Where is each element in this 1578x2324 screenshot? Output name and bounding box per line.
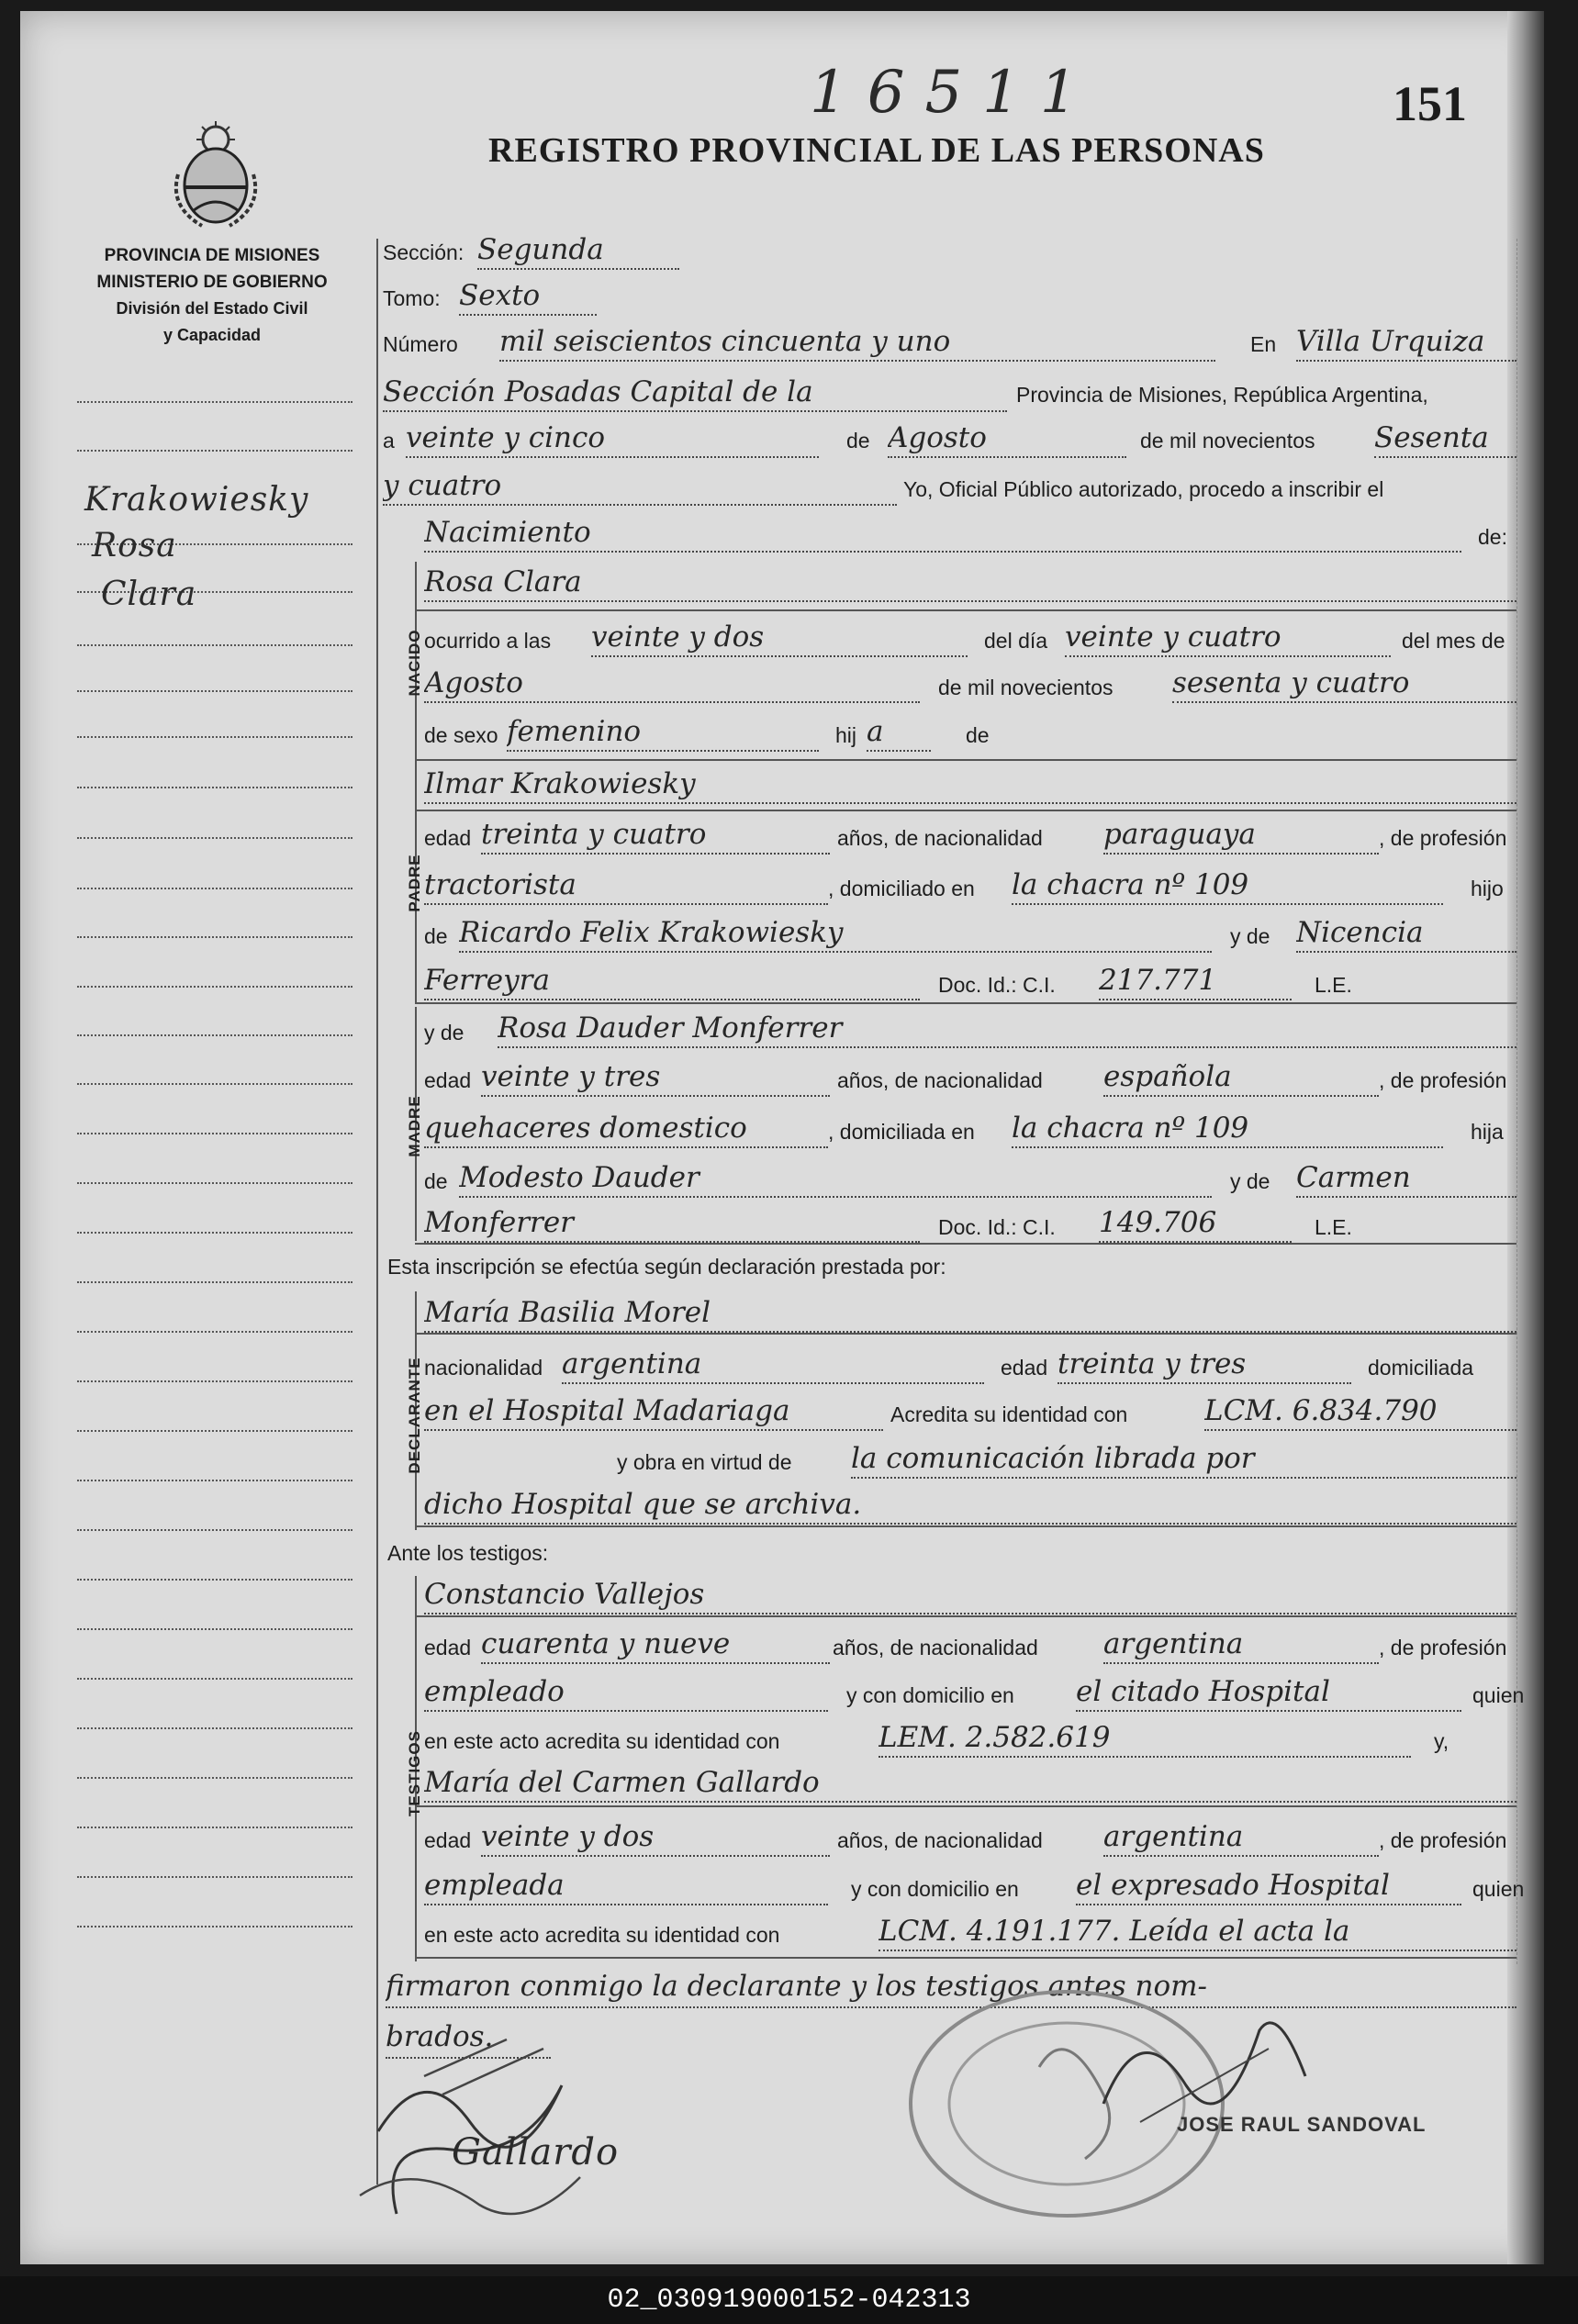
en-label: En [1250, 332, 1277, 356]
padre-y-de-label: y de [1230, 924, 1270, 948]
nacido-nombre: Rosa Clara [424, 564, 1516, 602]
testigo2-profesion: empleada [424, 1867, 828, 1905]
padre-profesion: tractorista [424, 866, 828, 905]
cierre-linea-1: firmaron conmigo la declarante y los testigos antes nom- [386, 1966, 1516, 2008]
testigo1-domicilio: el citado Hospital [1076, 1673, 1461, 1712]
padre-doc: 217.771 [1099, 962, 1292, 1000]
a-label: a [383, 429, 395, 453]
hij-value: a [867, 713, 931, 752]
office-block [57, 242, 367, 349]
oficial-nombre: JOSE RAUL SANDOVAL [1177, 2113, 1427, 2136]
testigo2-domicilio: el expresado Hospital [1076, 1867, 1461, 1905]
testigo2-prof-label: , de profesión [1379, 1828, 1507, 1852]
declarante-side-label: DECLARANTE [406, 1357, 423, 1474]
padre-domicilio: la chacra nº 109 [1012, 866, 1443, 905]
padre-prof-label: , de profesión [1379, 826, 1507, 850]
seccion-value: Segunda [477, 231, 679, 270]
testigo1-dom-label: y con domicilio en [846, 1683, 1014, 1707]
madre-edad-label: edad [424, 1068, 472, 1092]
testigo2-quien-label: quien [1472, 1877, 1525, 1901]
padre-padre: Ricardo Felix Krakowiesky [459, 914, 1212, 953]
nacido-anio-label: de mil novecientos [938, 676, 1114, 699]
testigo2-dom-label: y con domicilio en [851, 1877, 1019, 1901]
scan-footer: 02_030919000152-042313 [0, 2276, 1578, 2324]
del-mes-label: del mes de [1402, 629, 1505, 653]
tomo-value: Sexto [459, 277, 597, 316]
fecha-de-label: de [846, 429, 870, 453]
madre-nac-label: años, de nacionalidad [837, 1068, 1043, 1092]
padre-doc-label: Doc. Id.: C.I. [938, 973, 1056, 997]
office-capacity: y Capacidad [162, 326, 262, 344]
testigo1-nombre: Constancio Vallejos [424, 1576, 1516, 1615]
nacido-hora: veinte y dos [591, 619, 968, 657]
testigo2-documento: LCM. 4.191.177. Leída el acta la [879, 1913, 1516, 1951]
declarante-acredita-label: Acredita su identidad con [890, 1402, 1128, 1426]
madre-doc-label: Doc. Id.: C.I. [938, 1215, 1056, 1239]
madre-madre-2: Monferrer [424, 1204, 920, 1243]
madre-nacionalidad: española [1103, 1058, 1379, 1097]
testigos-side-label: TESTIGOS [406, 1730, 423, 1816]
numero-label: Número [383, 332, 458, 356]
form-left-border [376, 239, 378, 2184]
testigo1-quien-label: quien [1472, 1683, 1525, 1707]
testigo1-profesion: empleado [424, 1673, 828, 1712]
page-number: 151 [1393, 76, 1467, 131]
declarante-obra-2: dicho Hospital que se archiva. [424, 1486, 1516, 1525]
padre-edad: treinta y cuatro [481, 816, 830, 855]
hij-label: hij [835, 723, 857, 747]
madre-y-de-label: y de [424, 1021, 464, 1045]
declarante-nac-label: nacionalidad [424, 1356, 543, 1380]
margin-first-name: Rosa [92, 527, 177, 564]
padre-nombre: Ilmar Krakowiesky [424, 765, 1516, 804]
padre-dom-label: , domiciliado en [828, 877, 975, 900]
provincia-text: Provincia de Misiones, República Argentina, [1016, 383, 1428, 407]
handwritten-record-number: 16511 [810, 59, 1098, 127]
lugar-value-1: Villa Urquiza [1296, 323, 1516, 362]
margin-surname: Krakowiesky [84, 481, 309, 519]
fecha-mes: Agosto [888, 419, 1126, 458]
nacido-side-label: NACIDO [406, 629, 423, 697]
testigo1-nacionalidad: argentina [1103, 1626, 1379, 1664]
coat-of-arms-icon [165, 119, 266, 229]
padre-side-label: PADRE [406, 854, 423, 912]
del-dia-label: del día [984, 629, 1048, 653]
acta-de-label: de: [1478, 525, 1507, 549]
declarante-obra-label: y obra en virtud de [617, 1450, 792, 1474]
padre-hijo-label: hijo [1471, 877, 1504, 900]
fecha-dia: veinte y cinco [406, 419, 819, 458]
madre-hija-label: hija [1471, 1120, 1504, 1144]
testigo1-prof-label: , de profesión [1379, 1636, 1507, 1659]
testigo1-nac-label: años, de nacionalidad [833, 1636, 1038, 1659]
declarante-obra-1: la comunicación librada por [851, 1440, 1516, 1479]
nacido-mes: Agosto [424, 665, 920, 703]
declarante-edad-label: edad [1001, 1356, 1048, 1380]
testigo2-nombre: María del Carmen Gallardo [424, 1764, 1516, 1803]
ocurrido-label: ocurrido a las [424, 629, 552, 653]
declarante-domicilio: en el Hospital Madariaga [424, 1392, 883, 1431]
tomo-label: Tomo: [383, 286, 441, 310]
register-page [20, 11, 1544, 2264]
fecha-anio-label: de mil novecientos [1140, 429, 1315, 453]
padre-edad-label: edad [424, 826, 472, 850]
madre-prof-label: , de profesión [1379, 1068, 1507, 1092]
nacido-anio: sesenta y cuatro [1172, 665, 1516, 703]
cierre-linea-2: brados. [386, 2017, 551, 2059]
office-province: PROVINCIA DE MISIONES [104, 246, 320, 265]
office-division: División del Estado Civil [116, 299, 308, 318]
padre-le-label: L.E. [1315, 973, 1352, 997]
testigo1-edad-label: edad [424, 1636, 472, 1659]
margin-second-name: Clara [101, 575, 197, 613]
declarante-edad: treinta y tres [1058, 1346, 1351, 1384]
lugar-value-2: Sección Posadas Capital de la [383, 374, 1007, 412]
declarante-nacionalidad: argentina [562, 1346, 984, 1384]
declarante-dom-label: domiciliada [1368, 1356, 1474, 1380]
testigo1-acredita-label: en este acto acredita su identidad con [424, 1729, 780, 1753]
sexo-label: de sexo [424, 723, 498, 747]
padre-madre-2: Ferreyra [424, 962, 920, 1000]
madre-profesion: quehaceres domestico [424, 1110, 828, 1148]
nacido-dia: veinte y cuatro [1065, 619, 1391, 657]
madre-nombre: Rosa Dauder Monferrer [498, 1010, 1516, 1048]
madre-doc: 149.706 [1099, 1204, 1292, 1243]
madre-side-label: MADRE [406, 1095, 423, 1157]
testigo1-y-label: y, [1434, 1729, 1449, 1753]
padre-nacionalidad: paraguaya [1103, 816, 1379, 855]
madre-dom-label: , domiciliada en [828, 1120, 975, 1144]
testigo2-edad-label: edad [424, 1828, 472, 1852]
nacido-de-label: de [966, 723, 990, 747]
fecha-anio-1: Sesenta [1374, 419, 1516, 458]
testigo2-edad: veinte y dos [481, 1818, 830, 1857]
madre-domicilio: la chacra nº 109 [1012, 1110, 1443, 1148]
padre-de-label: de [424, 924, 448, 948]
testigo2-nac-label: años, de nacionalidad [837, 1828, 1043, 1852]
office-ministry: MINISTERIO DE GOBIERNO [96, 273, 328, 292]
testigo2-acredita-label: en este acto acredita su identidad con [424, 1923, 780, 1947]
declarante-documento: LCM. 6.834.790 [1204, 1392, 1516, 1431]
madre-padre: Modesto Dauder [459, 1159, 1212, 1198]
seccion-label: Sección: [383, 240, 464, 264]
padre-nac-label: años, de nacionalidad [837, 826, 1043, 850]
testigo1-documento: LEM. 2.582.619 [879, 1719, 1411, 1758]
madre-edad: veinte y tres [481, 1058, 830, 1097]
oficial-text: Yo, Oficial Público autorizado, procedo a inscribir el [903, 477, 1384, 501]
nacido-sexo: femenino [507, 713, 819, 752]
testigos-intro: Ante los testigos: [387, 1541, 549, 1565]
declarante-nombre: María Basilia Morel [424, 1294, 1516, 1333]
declarante-intro: Esta inscripción se efectúa según declaración prestada por: [387, 1255, 946, 1279]
page-title: REGISTRO PROVINCIAL DE LAS PERSONAS [488, 131, 1265, 170]
fecha-anio-2: y cuatro [383, 467, 897, 506]
acta-tipo: Nacimiento [424, 514, 1461, 553]
madre-de-label: de [424, 1169, 448, 1193]
madre-le-label: L.E. [1315, 1215, 1352, 1239]
numero-value: mil seiscientos cincuenta y uno [499, 323, 1215, 362]
testigo-firma: Gallardo [452, 2131, 620, 2173]
testigo2-nacionalidad: argentina [1103, 1818, 1379, 1857]
madre-y-de-label-2: y de [1230, 1169, 1270, 1193]
madre-madre-1: Carmen [1296, 1159, 1516, 1198]
testigo1-edad: cuarenta y nueve [481, 1626, 830, 1664]
padre-madre-1: Nicencia [1296, 914, 1516, 953]
